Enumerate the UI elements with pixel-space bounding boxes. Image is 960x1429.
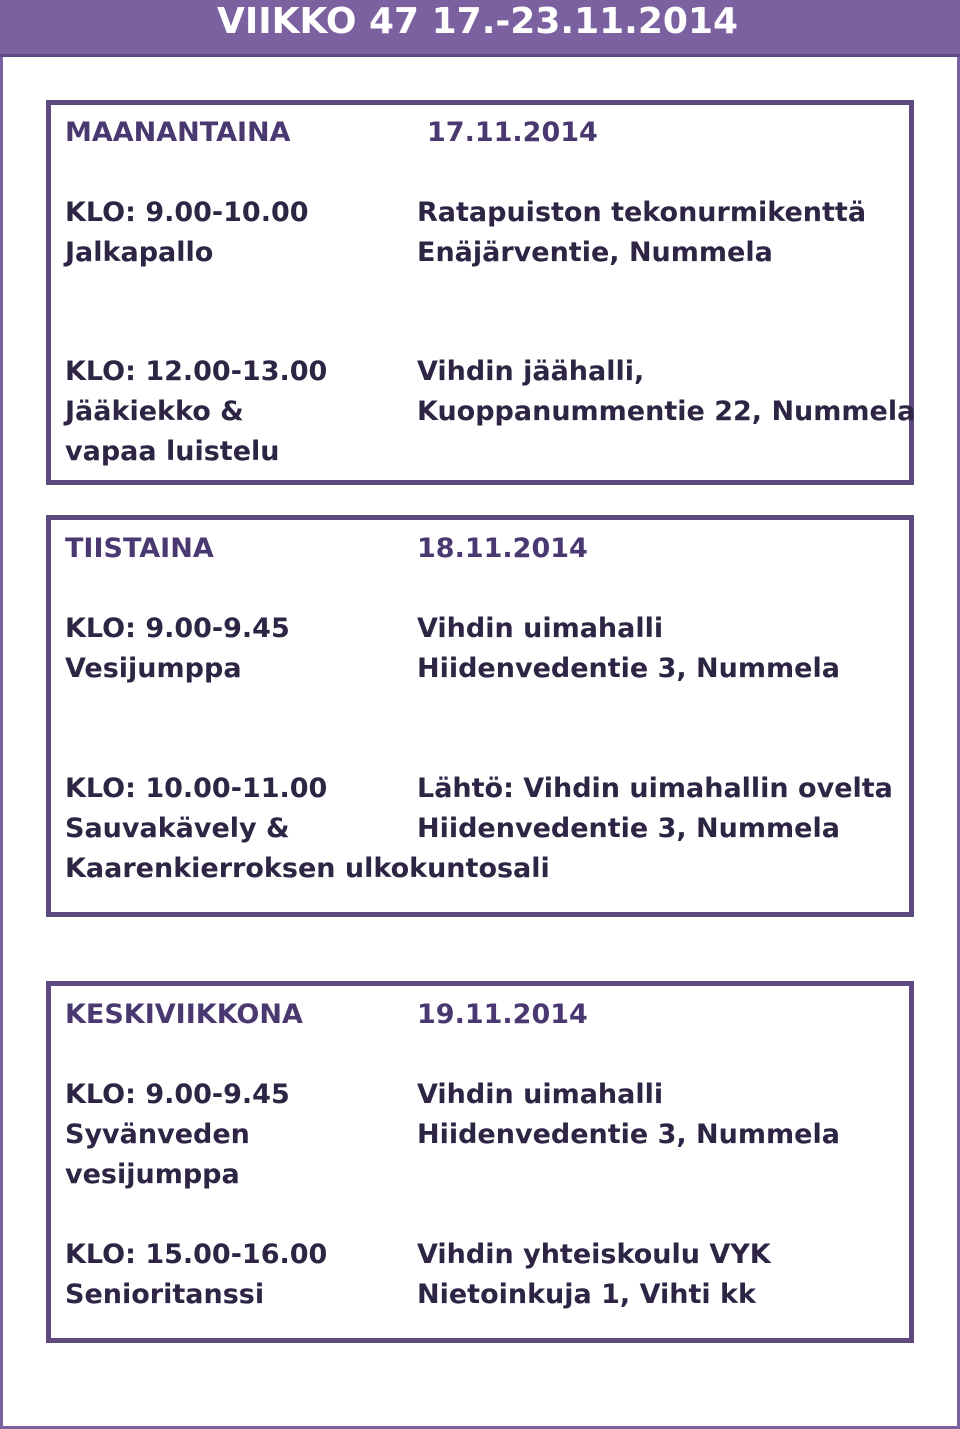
day-date: 19.11.2014	[417, 999, 588, 1030]
event-address: Hiidenvedentie 3, Nummela	[417, 653, 840, 684]
event-activity: Sauvakävely &	[65, 813, 290, 844]
event-time: KLO: 9.00-10.00	[65, 197, 309, 228]
event-location: Ratapuiston tekonurmikenttä	[417, 197, 867, 228]
event-time: KLO: 15.00-16.00	[65, 1239, 328, 1270]
event-address: Hiidenvedentie 3, Nummela	[417, 1119, 840, 1150]
event-location: Vihdin yhteiskoulu VYK	[417, 1239, 771, 1270]
day-box-wednesday	[46, 981, 914, 1343]
day-box-tuesday	[46, 515, 914, 917]
event-activity: Kaarenkierroksen ulkokuntosali	[65, 853, 550, 884]
day-name: KESKIVIIKKONA	[65, 999, 303, 1030]
event-location: Lähtö: Vihdin uimahallin ovelta	[417, 773, 893, 804]
day-name: TIISTAINA	[65, 533, 214, 564]
page-title: VIIKKO 47 17.-23.11.2014	[217, 1, 739, 42]
event-address: Enäjärventie, Nummela	[417, 237, 773, 268]
event-activity: Syvänveden	[65, 1119, 250, 1150]
event-time: KLO: 9.00-9.45	[65, 613, 290, 644]
day-box-monday	[46, 100, 914, 485]
event-location: Vihdin uimahalli	[417, 613, 664, 644]
event-activity: Vesijumppa	[65, 653, 242, 684]
event-activity: Jääkiekko &	[65, 396, 244, 427]
day-date: 18.11.2014	[417, 533, 588, 564]
event-activity: Senioritanssi	[65, 1279, 265, 1310]
event-location: Vihdin uimahalli	[417, 1079, 664, 1110]
event-address: Nietoinkuja 1, Vihti kk	[417, 1279, 756, 1310]
day-name: MAANANTAINA	[65, 117, 291, 148]
event-time: KLO: 12.00-13.00	[65, 356, 328, 387]
day-date: 17.11.2014	[427, 117, 598, 148]
event-activity: vapaa luistelu	[65, 436, 280, 467]
event-location: Vihdin jäähalli,	[417, 356, 645, 387]
event-address: Kuoppanummentie 22, Nummela	[417, 396, 916, 427]
event-address: Hiidenvedentie 3, Nummela	[417, 813, 840, 844]
event-activity: Jalkapallo	[65, 237, 214, 268]
event-time: KLO: 10.00-11.00	[65, 773, 328, 804]
title-bar	[0, 0, 960, 57]
event-activity: vesijumppa	[65, 1159, 240, 1190]
event-time: KLO: 9.00-9.45	[65, 1079, 290, 1110]
